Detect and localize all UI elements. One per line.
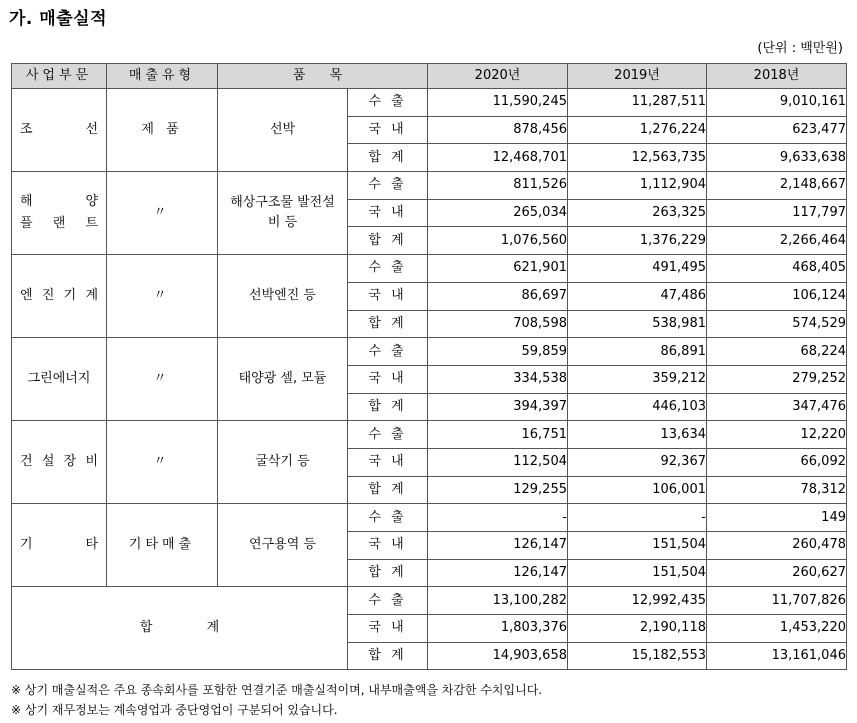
value-2018: 9,633,638 bbox=[707, 144, 847, 172]
value-2019: 151,504 bbox=[568, 559, 707, 587]
value-2019: 1,112,904 bbox=[568, 172, 707, 200]
value-2019: 151,504 bbox=[568, 532, 707, 560]
value-2018: 78,312 bbox=[707, 476, 847, 504]
value-2020: 811,526 bbox=[428, 172, 568, 200]
value-2019: 263,325 bbox=[568, 199, 707, 227]
kind-cell: 합 계 bbox=[348, 310, 428, 338]
value-2018: 12,220 bbox=[707, 421, 847, 449]
value-2020: 16,751 bbox=[428, 421, 568, 449]
kind-cell: 수 출 bbox=[348, 172, 428, 200]
value-2019: 1,376,229 bbox=[568, 227, 707, 255]
value-2020: 265,034 bbox=[428, 199, 568, 227]
division-line: 플 랜 트 bbox=[20, 216, 98, 232]
header-division: 사업부문 bbox=[12, 64, 107, 89]
kind-cell: 국 내 bbox=[348, 532, 428, 560]
division-line: 엔 진 기 계 bbox=[20, 288, 98, 304]
value-2020: 394,397 bbox=[428, 393, 568, 421]
kind-cell: 합 계 bbox=[348, 559, 428, 587]
section-title: 가. 매출실적 bbox=[9, 9, 107, 29]
kind-cell: 수 출 bbox=[348, 504, 428, 532]
value-2018: 149 bbox=[707, 504, 847, 532]
value-2019: 2,190,118 bbox=[568, 615, 707, 643]
division-line: 건 설 장 비 bbox=[20, 454, 98, 470]
value-2018: 279,252 bbox=[707, 365, 847, 393]
value-2018: 260,627 bbox=[707, 559, 847, 587]
kind-cell: 수 출 bbox=[348, 89, 428, 117]
value-2020: 11,590,245 bbox=[428, 89, 568, 117]
value-2018: 11,707,826 bbox=[707, 587, 847, 615]
value-2019: 12,992,435 bbox=[568, 587, 707, 615]
type-cell: 〃 bbox=[107, 338, 218, 421]
kind-cell: 합 계 bbox=[348, 642, 428, 670]
value-2018: 68,224 bbox=[707, 338, 847, 366]
value-2020: 59,859 bbox=[428, 338, 568, 366]
value-2019: 106,001 bbox=[568, 476, 707, 504]
division-line: 조 선 bbox=[20, 122, 98, 138]
value-2019: - bbox=[568, 504, 707, 532]
footnotes bbox=[11, 680, 542, 720]
table-row bbox=[12, 504, 847, 532]
value-2018: 260,478 bbox=[707, 532, 847, 560]
product-cell: 해상구조물 발전설비 등 bbox=[218, 172, 348, 255]
value-2020: 12,468,701 bbox=[428, 144, 568, 172]
division-cell bbox=[12, 338, 107, 421]
kind-cell: 국 내 bbox=[348, 116, 428, 144]
product-cell: 선박엔진 등 bbox=[218, 255, 348, 338]
kind-cell: 국 내 bbox=[348, 615, 428, 643]
kind-cell: 합 계 bbox=[348, 393, 428, 421]
value-2020: 878,456 bbox=[428, 116, 568, 144]
table-body bbox=[12, 89, 847, 670]
kind-cell: 수 출 bbox=[348, 338, 428, 366]
value-2018: 13,161,046 bbox=[707, 642, 847, 670]
table-header-row bbox=[12, 64, 847, 89]
value-2020: 14,903,658 bbox=[428, 642, 568, 670]
value-2018: 9,010,161 bbox=[707, 89, 847, 117]
value-2018: 66,092 bbox=[707, 448, 847, 476]
value-2018: 347,476 bbox=[707, 393, 847, 421]
value-2018: 2,266,464 bbox=[707, 227, 847, 255]
value-2020: 334,538 bbox=[428, 365, 568, 393]
kind-cell: 국 내 bbox=[348, 282, 428, 310]
value-2019: 491,495 bbox=[568, 255, 707, 283]
value-2020: - bbox=[428, 504, 568, 532]
footnote: ※ 상기 재무정보는 계속영업과 중단영업이 구분되어 있습니다. bbox=[11, 703, 338, 717]
kind-cell: 국 내 bbox=[348, 199, 428, 227]
kind-cell: 국 내 bbox=[348, 448, 428, 476]
kind-cell: 국 내 bbox=[348, 365, 428, 393]
value-2018: 574,529 bbox=[707, 310, 847, 338]
value-2019: 15,182,553 bbox=[568, 642, 707, 670]
type-cell: 〃 bbox=[107, 421, 218, 504]
value-2019: 47,486 bbox=[568, 282, 707, 310]
kind-cell: 수 출 bbox=[348, 421, 428, 449]
type-cell: 제 품 bbox=[107, 89, 218, 172]
kind-cell: 합 계 bbox=[348, 144, 428, 172]
header-2020: 2020년 bbox=[428, 64, 568, 89]
header-2019: 2019년 bbox=[568, 64, 707, 89]
value-2020: 621,901 bbox=[428, 255, 568, 283]
value-2018: 1,453,220 bbox=[707, 615, 847, 643]
type-cell: 기타매출 bbox=[107, 504, 218, 587]
value-2018: 106,124 bbox=[707, 282, 847, 310]
value-2020: 86,697 bbox=[428, 282, 568, 310]
header-2018: 2018년 bbox=[707, 64, 847, 89]
value-2020: 112,504 bbox=[428, 448, 568, 476]
kind-cell: 수 출 bbox=[348, 255, 428, 283]
value-2019: 13,634 bbox=[568, 421, 707, 449]
value-2020: 708,598 bbox=[428, 310, 568, 338]
division-cell bbox=[12, 89, 107, 172]
header-type: 매출유형 bbox=[107, 64, 218, 89]
product-cell: 굴삭기 등 bbox=[218, 421, 348, 504]
value-2019: 446,103 bbox=[568, 393, 707, 421]
kind-cell: 수 출 bbox=[348, 587, 428, 615]
value-2019: 86,891 bbox=[568, 338, 707, 366]
value-2020: 1,076,560 bbox=[428, 227, 568, 255]
value-2020: 126,147 bbox=[428, 532, 568, 560]
footnote: ※ 상기 매출실적은 주요 종속회사를 포함한 연결기준 매출실적이며, 내부매출액을 차감한 수치입니다. bbox=[11, 683, 543, 697]
product-cell: 태양광 셀, 모듈 bbox=[218, 338, 348, 421]
table-row bbox=[12, 338, 847, 366]
value-2018: 623,477 bbox=[707, 116, 847, 144]
table-row bbox=[12, 255, 847, 283]
type-cell: 〃 bbox=[107, 172, 218, 255]
total-row bbox=[12, 587, 847, 615]
table-row bbox=[12, 172, 847, 200]
value-2018: 2,148,667 bbox=[707, 172, 847, 200]
product-cell: 연구용역 등 bbox=[218, 504, 348, 587]
value-2018: 468,405 bbox=[707, 255, 847, 283]
division-line: 그린에너지 bbox=[27, 371, 91, 387]
unit-label: (단위 : 백만원) bbox=[757, 41, 843, 56]
division-line: 기 타 bbox=[20, 537, 98, 553]
type-cell: 〃 bbox=[107, 255, 218, 338]
value-2020: 13,100,282 bbox=[428, 587, 568, 615]
value-2019: 1,276,224 bbox=[568, 116, 707, 144]
division-line: 해 양 bbox=[20, 194, 98, 210]
division-cell bbox=[12, 504, 107, 587]
division-cell bbox=[12, 172, 107, 255]
sales-table bbox=[11, 63, 847, 670]
header-product: 품 목 bbox=[218, 64, 428, 89]
value-2020: 1,803,376 bbox=[428, 615, 568, 643]
value-2019: 538,981 bbox=[568, 310, 707, 338]
value-2019: 92,367 bbox=[568, 448, 707, 476]
table-row bbox=[12, 89, 847, 117]
kind-cell: 합 계 bbox=[348, 227, 428, 255]
total-label: 합 계 bbox=[12, 587, 348, 670]
value-2020: 126,147 bbox=[428, 559, 568, 587]
product-cell: 선박 bbox=[218, 89, 348, 172]
division-cell bbox=[12, 421, 107, 504]
value-2020: 129,255 bbox=[428, 476, 568, 504]
table-row bbox=[12, 421, 847, 449]
kind-cell: 합 계 bbox=[348, 476, 428, 504]
value-2019: 359,212 bbox=[568, 365, 707, 393]
division-cell bbox=[12, 255, 107, 338]
value-2019: 12,563,735 bbox=[568, 144, 707, 172]
value-2018: 117,797 bbox=[707, 199, 847, 227]
value-2019: 11,287,511 bbox=[568, 89, 707, 117]
